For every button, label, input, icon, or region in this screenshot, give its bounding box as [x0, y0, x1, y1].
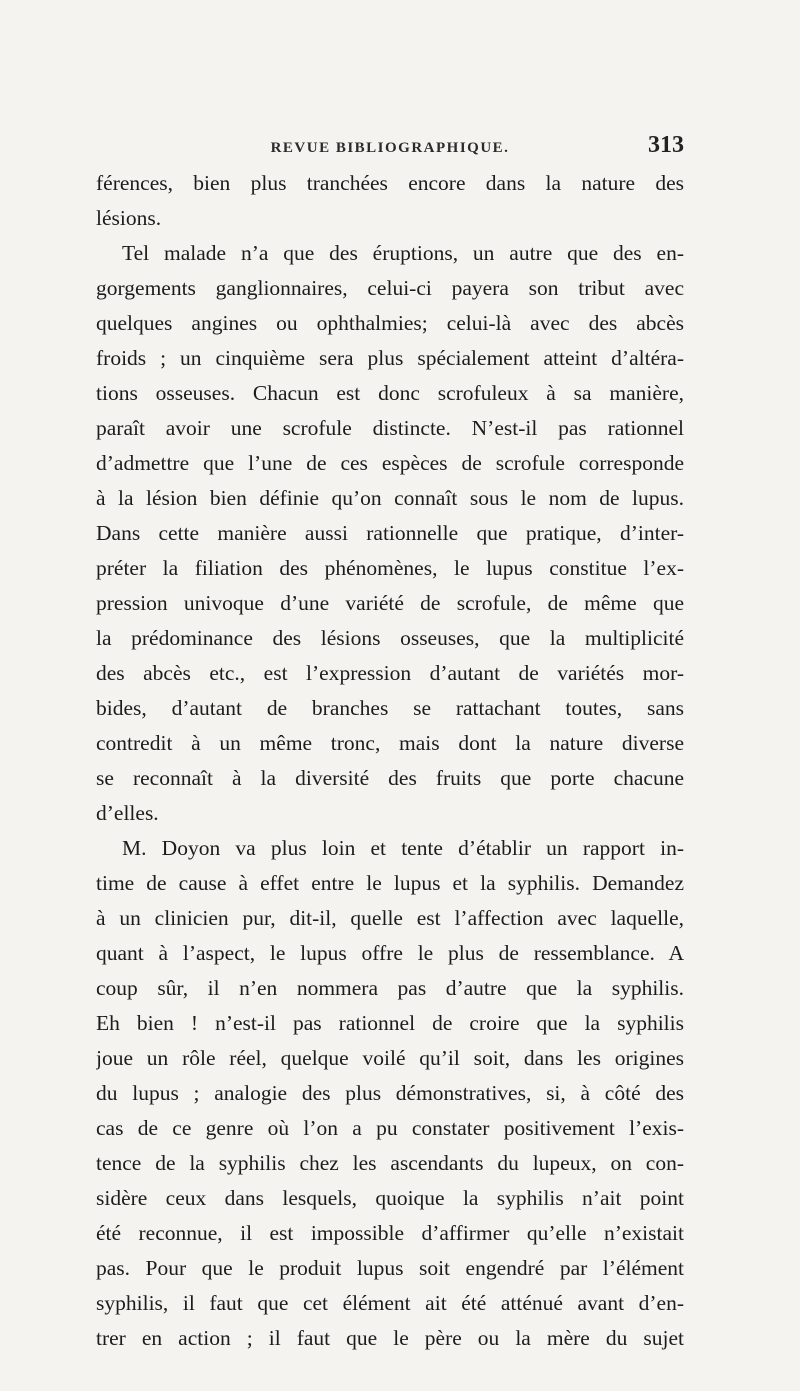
text-line: préter la filiation des phénomènes, le lupus constitue l’ex-: [96, 556, 684, 580]
body-text: [96, 166, 684, 1356]
text-line: joue un rôle réel, quelque voilé qu’il soit, dans les origines: [96, 1046, 684, 1070]
text-line: trer en action ; il faut que le père ou la mère du sujet: [96, 1326, 684, 1350]
text-line: pression univoque d’une variété de scrofule, de même que: [96, 591, 684, 615]
text-line: coup sûr, il n’en nommera pas d’autre que la syphilis.: [96, 976, 684, 1000]
text-line: à un clinicien pur, dit-il, quelle est l’affection avec laquelle,: [96, 906, 684, 930]
text-line: tions osseuses. Chacun est donc scrofuleux à sa manière,: [96, 381, 684, 405]
text-line: d’elles.: [96, 801, 159, 825]
text-line: Dans cette manière aussi rationnelle que pratique, d’inter-: [96, 521, 684, 545]
text-line: se reconnaît à la diversité des fruits que porte chacune: [96, 766, 684, 790]
text-line: la prédominance des lésions osseuses, que la multiplicité: [96, 626, 684, 650]
text-line: pas. Pour que le produit lupus soit engendré par l’élément: [96, 1256, 684, 1280]
text-line: des abcès etc., est l’expression d’autant de variétés mor-: [96, 661, 684, 685]
text-line: froids ; un cinquième sera plus spécialement atteint d’altéra-: [96, 346, 684, 370]
text-line: gorgements ganglionnaires, celui-ci payera son tribut avec: [96, 276, 684, 300]
text-line: lésions.: [96, 206, 162, 230]
text-line: contredit à un même tronc, mais dont la nature diverse: [96, 731, 684, 755]
text-line: du lupus ; analogie des plus démonstratives, si, à côté des: [96, 1081, 684, 1105]
text-line: cas de ce genre où l’on a pu constater positivement l’exis-: [96, 1116, 684, 1140]
text-line: quant à l’aspect, le lupus offre le plus de ressemblance. A: [96, 941, 684, 965]
page-number: 313: [648, 132, 684, 158]
text-line: time de cause à effet entre le lupus et la syphilis. Demandez: [96, 871, 684, 895]
text-line: quelques angines ou ophthalmies; celui-là avec des abcès: [96, 311, 684, 335]
running-title: REVUE BIBLIOGRAPHIQUE.: [270, 140, 510, 156]
text-line: Tel malade n’a que des éruptions, un autre que des en-: [122, 241, 684, 265]
text-line: été reconnue, il est impossible d’affirmer qu’elle n’existait: [96, 1221, 684, 1245]
text-line: sidère ceux dans lesquels, quoique la syphilis n’ait point: [96, 1186, 684, 1210]
text-line: syphilis, il faut que cet élément ait été atténué avant d’en-: [96, 1291, 684, 1315]
text-line: M. Doyon va plus loin et tente d’établir un rapport in-: [122, 836, 684, 860]
text-line: paraît avoir une scrofule distincte. N’est-il pas rationnel: [96, 416, 684, 440]
text-line: bides, d’autant de branches se rattachant toutes, sans: [96, 696, 684, 720]
text-line: férences, bien plus tranchées encore dans la nature des: [96, 171, 684, 195]
text-line: à la lésion bien définie qu’on connaît sous le nom de lupus.: [96, 486, 684, 510]
text-line: tence de la syphilis chez les ascendants du lupeux, on con-: [96, 1151, 684, 1175]
text-line: d’admettre que l’une de ces espèces de scrofule corresponde: [96, 451, 684, 475]
text-line: Eh bien ! n’est-il pas rationnel de croire que la syphilis: [96, 1011, 684, 1035]
